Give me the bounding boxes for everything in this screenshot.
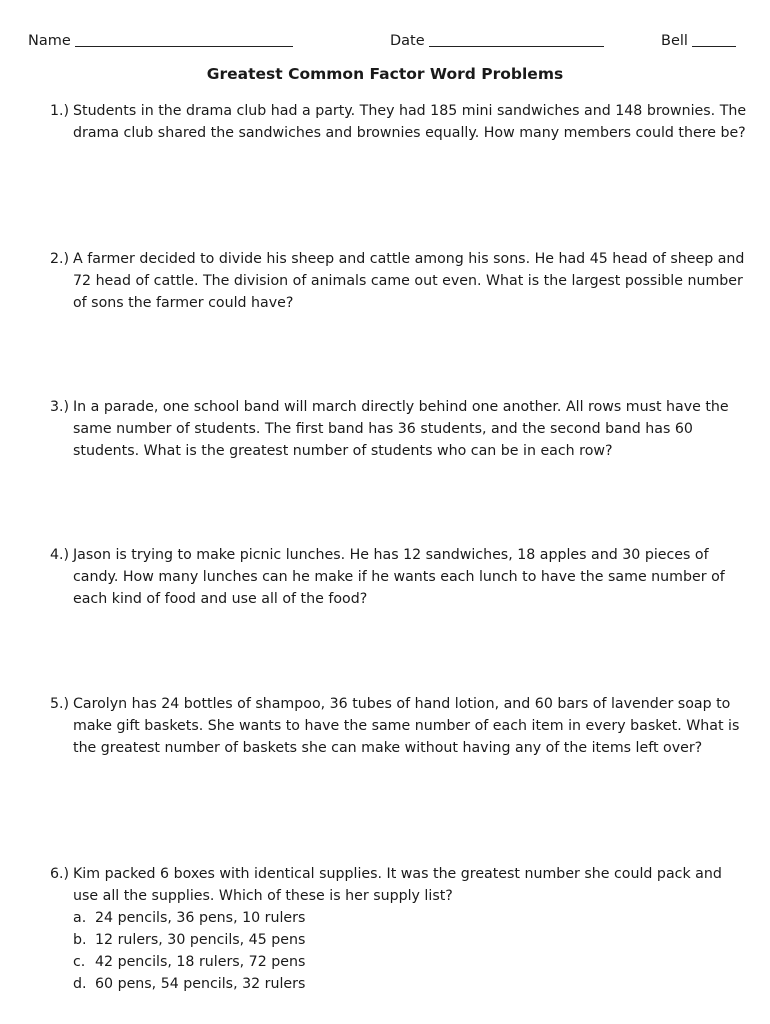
problem-text: Carolyn has 24 bottles of shampoo, 36 tubes of hand lotion, and 60 bars of lavender soap to make gift baskets. She wants to have the same number of each item in every basket. What is the greatest number of baskets she can make without having any of the items left over? — [73, 696, 740, 756]
name-field[interactable] — [28, 29, 293, 49]
problem-6 — [50, 863, 750, 995]
bell-field[interactable] — [661, 29, 736, 49]
bell-label: Bell — [661, 33, 688, 49]
problem-number: 5.) — [50, 696, 70, 712]
choice-letter: b. — [73, 932, 87, 948]
problem-2 — [50, 248, 750, 314]
problem-text: Students in the drama club had a party. They had 185 mini sandwiches and 148 brownies. The drama club shared the sandwiches and brownies equally. How many members could there be? — [73, 103, 747, 141]
problem-number: 2.) — [50, 251, 70, 267]
choice-list — [73, 907, 750, 995]
choice-c — [73, 951, 750, 973]
problem-text: A farmer decided to divide his sheep and cattle among his sons. He had 45 head of sheep and 72 head of cattle. The division of animals came out even. What is the largest possible number of sons the farmer could have? — [73, 251, 745, 311]
problem-1 — [50, 100, 750, 144]
problem-number: 6.) — [50, 866, 70, 882]
problem-text: In a parade, one school band will march directly behind one another. All rows must have the same number of students. The first band has 36 students, and the second band has 60 students. What is the greatest number of students who can be in each row? — [73, 399, 729, 459]
problem-text: Jason is trying to make picnic lunches. He has 12 sandwiches, 18 apples and 30 pieces of candy. How many lunches can he make if he wants each lunch to have the same number of each kind of food and use all of the food? — [73, 547, 725, 607]
choice-letter: a. — [73, 910, 87, 926]
problem-4 — [50, 544, 750, 610]
problem-3 — [50, 396, 750, 462]
choice-text: 24 pencils, 36 pens, 10 rulers — [95, 910, 306, 926]
problem-text: Kim packed 6 boxes with identical supplies. It was the greatest number she could pack and use all the supplies. Which of these is her supply list? — [73, 866, 722, 904]
choice-text: 12 rulers, 30 pencils, 45 pens — [95, 932, 306, 948]
date-label: Date — [390, 33, 425, 49]
choice-text: 42 pencils, 18 rulers, 72 pens — [95, 954, 306, 970]
problem-number: 4.) — [50, 547, 70, 563]
problem-number: 1.) — [50, 103, 70, 119]
name-label: Name — [28, 33, 71, 49]
problem-5 — [50, 693, 750, 759]
worksheet-title: Greatest Common Factor Word Problems — [206, 65, 564, 83]
date-field[interactable] — [390, 29, 604, 49]
date-blank[interactable] — [429, 31, 604, 47]
choice-letter: d. — [73, 976, 87, 992]
choice-d — [73, 973, 750, 995]
bell-blank[interactable] — [692, 31, 736, 47]
name-blank[interactable] — [75, 31, 293, 47]
choice-text: 60 pens, 54 pencils, 32 rulers — [95, 976, 306, 992]
choice-a — [73, 907, 750, 929]
choice-b — [73, 929, 750, 951]
choice-letter: c. — [73, 954, 86, 970]
problem-number: 3.) — [50, 399, 70, 415]
